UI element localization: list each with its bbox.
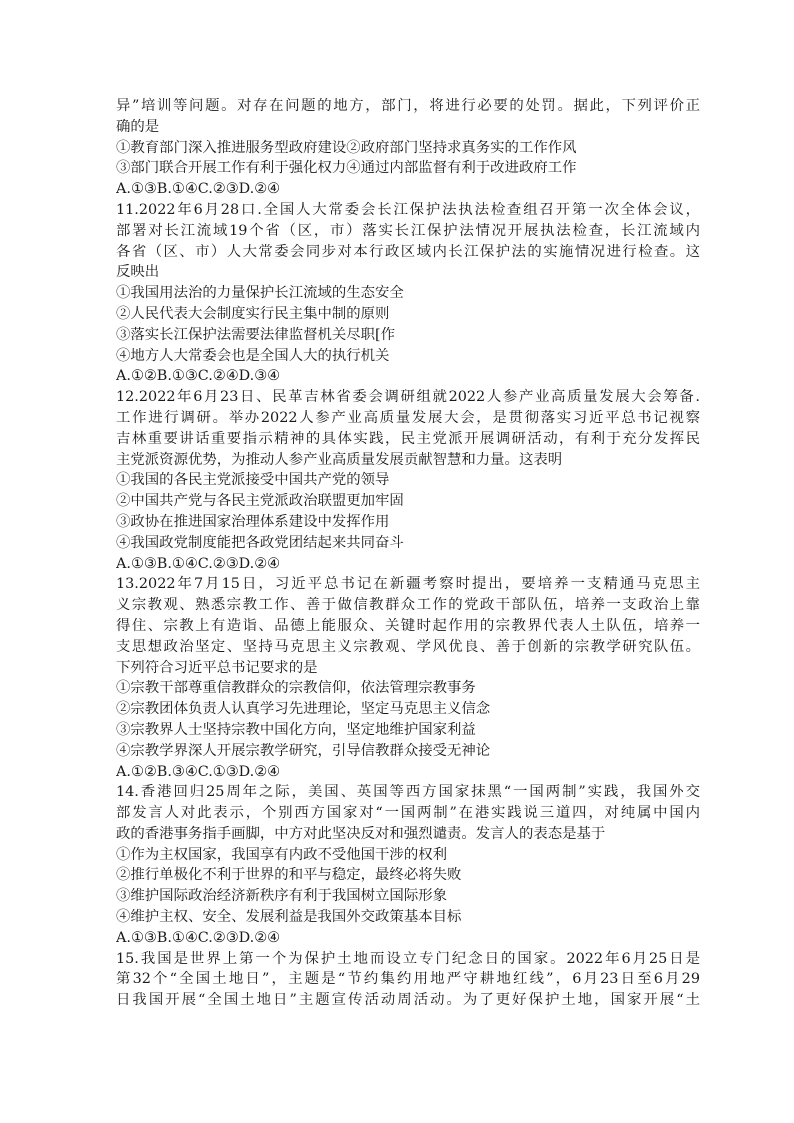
option-line: ②宗教团体负责人认真学习先进理论，坚定马克思主义信念 xyxy=(116,701,491,718)
question-stem-line: 异”培训等问题。对存在问题的地方，部门，将进行必要的处罚。据此，下列评价正 xyxy=(116,98,700,114)
question-stem-line: 工作进行调研。举办2022人参产业高质量发展大会，是贯彻落实习近平总书记视察 xyxy=(116,409,700,426)
answer-choices: A.①③B.①④C.②③D.②④ xyxy=(116,181,280,198)
question-stem-line: 11.2022年6月28口.全国人大常委会长江保护法执法检查组召开第一次全体会议， xyxy=(116,201,700,218)
answer-choices: A.①②B.①③C.②④D.③④ xyxy=(116,368,280,385)
question-stem-line: 部署对长江流域19个省（区，市）落实长江保护法情况开展执法检查，长江流域内 xyxy=(116,222,700,239)
answer-choices: A.①③B.①④C.②③D.②④ xyxy=(116,929,280,946)
question-stem-line: 日我国开展“全国土地日”主题宣传活动周活动。为了更好保护土地，国家开展“土 xyxy=(116,992,700,1009)
option-line: ③政协在推进国家治理体系建设中发挥作用 xyxy=(116,513,390,530)
question-stem-line: 下列符合习近平总书记要求的是 xyxy=(116,659,318,676)
option-line: ①作为主权国家，我国享有内政不受他国干涉的权利 xyxy=(116,846,447,863)
option-line: ①教育部门深入推进服务型政府建设②政府部门坚持求真务实的工作作风 xyxy=(116,139,577,156)
option-line: ②中国共产党与各民主党派政治联盟更加牢固 xyxy=(116,493,404,510)
question-stem-line: 部发言人对此表示，个别西方国家对“一国两制”在港实践说三道四，对纯属中国内 xyxy=(116,805,700,822)
option-line: ③落实长江保护法需要法律监督机关尽职[作 xyxy=(116,326,396,343)
answer-choices: A.①③B.①④C.②③D.②④ xyxy=(116,555,280,572)
option-line: ①宗教干部尊重信教群众的宗教信仰，依法管理宗教事务 xyxy=(116,680,476,697)
question-stem-line: 15.我国是世界上第一个为保护土地而设立专门纪念日的国家。2022年6月25日是 xyxy=(116,950,700,967)
question-stem-line: 各省（区、市）人大常委会同步对本行政区域内长江保护法的实施情况进行检查。这 xyxy=(116,243,700,260)
question-stem-line: 主党派资源优势，为推动人参产业高质量发展贡献智慧和力量。这表明 xyxy=(116,451,563,468)
question-stem-line: 13.2022年7月15日，习近平总书记在新疆考察时提出，要培养一支精通马克思主 xyxy=(116,576,700,593)
question-stem-line: 支思想政治坚定、坚持马克思主义宗教观、学风优良、善于创新的宗教学研究队伍。 xyxy=(116,638,700,655)
question-12 xyxy=(116,387,700,574)
question-stem-line: 14.香港回归25周年之际，美国、英国等西方国家抹黑“一国两制”实践，我国外交 xyxy=(116,784,700,801)
question-stem-line: 第32个“全国土地日”，主题是“节约集约用地严守耕地红线”，6月23日至6月29 xyxy=(116,971,700,988)
question-13 xyxy=(116,574,700,782)
question-stem-line: 反映出 xyxy=(116,264,160,281)
option-line: ④地方人大常委会也是全国人大的执行机关 xyxy=(116,347,390,364)
question-15 xyxy=(116,949,700,1011)
option-line: ①我国用法治的力量保护长江流域的生态安全 xyxy=(116,285,404,302)
question-stem-line: 吉林重要讲话重要指示精神的具体实践，民主党派开展调研活动，有利于充分发挥民 xyxy=(116,430,700,447)
option-line: ④我国政党制度能把各政党团结起来共同奋斗 xyxy=(116,534,404,551)
option-line: ④维护主权、安全、发展利益是我国外交政策基本目标 xyxy=(116,909,462,926)
option-line: ②人民代表大会制度实行民主集中制的原则 xyxy=(116,305,390,322)
question-14 xyxy=(116,782,700,948)
question-stem-line: 确的是 xyxy=(116,118,160,135)
question-stem-line: 12.2022年6月23日、民革吉林省委会调研组就2022人参产业高质量发展大会筹备. xyxy=(116,389,700,406)
option-line: ③宗教界人士坚持宗教中国化方向，坚定地维护国家利益 xyxy=(116,721,476,738)
question-stem-line: 政的香港事务指手画脚，中方对此坚决反对和强烈谴责。发言人的表态是基于 xyxy=(116,825,606,842)
question-10-tail xyxy=(116,96,700,200)
question-stem-line: 得住、宗教上有造诣、品德上能服众、关键时起作用的宗教界代表人土队伍，培养一 xyxy=(116,617,700,634)
option-line: ③维护国际政治经济新秩序有利于我国树立国际形象 xyxy=(116,888,447,905)
answer-choices: A.①②B.③④C.①③D.②④ xyxy=(116,763,280,780)
option-line: ②推行单极化不利于世界的和平与稳定，最终必将失败 xyxy=(116,867,462,884)
option-line: ③部门联合开展工作有利于强化权力④通过内部监督有利于改进政府工作 xyxy=(116,160,577,177)
question-stem-line: 义宗教观、熟悉宗教工作、善于做信教群众工作的党政干部队伍，培养一支政治上靠 xyxy=(116,597,700,614)
exam-page xyxy=(116,96,700,1011)
option-line: ④宗教学界深人开展宗教学研究，引导信教群众接受无神论 xyxy=(116,742,491,759)
question-11 xyxy=(116,200,700,387)
option-line: ①我国的各民主党派接受中国共产党的领导 xyxy=(116,472,390,489)
